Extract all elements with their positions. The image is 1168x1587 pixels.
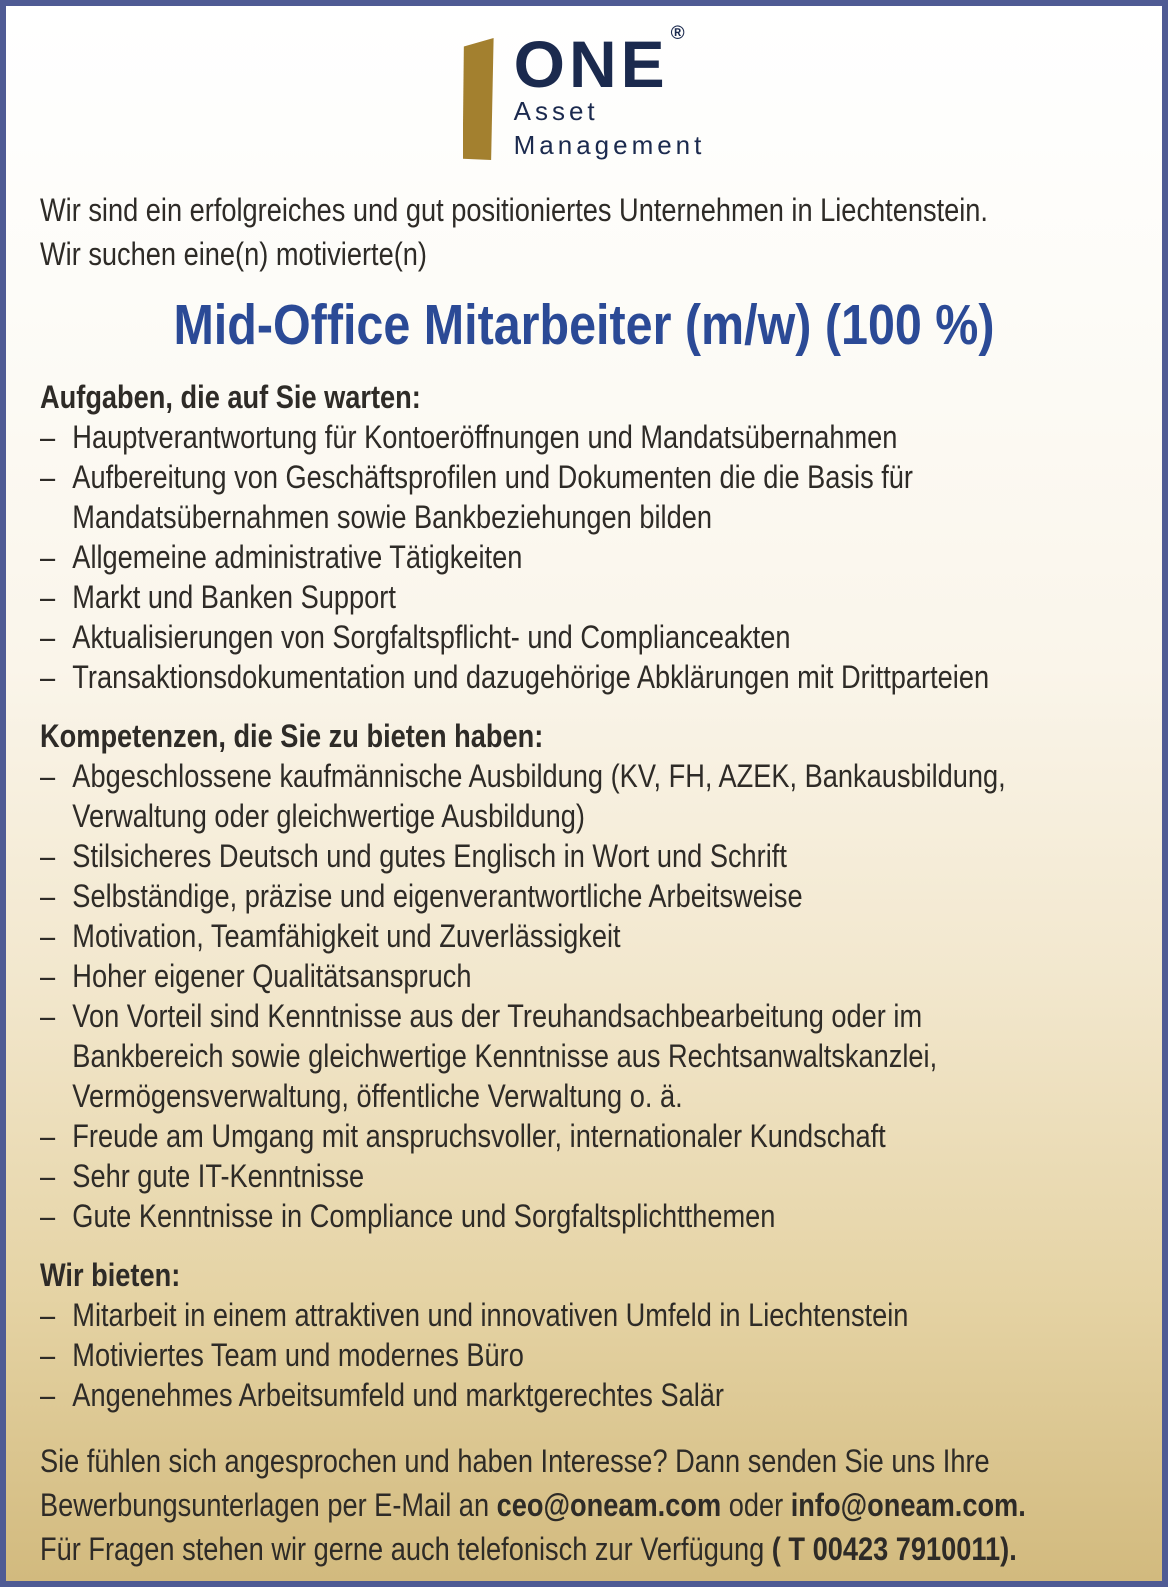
item-line: Bankbereich sowie gleichwertige Kenntnisse aus Rechtsanwaltskanzlei, (72, 1038, 938, 1074)
dash-bullet: – (40, 579, 56, 615)
item-line: Allgemeine administrative Tätigkeiten (72, 539, 523, 575)
closing-paragraph (40, 1439, 1128, 1571)
item-lines (72, 1156, 965, 1196)
dash-bullet: – (40, 1297, 56, 1333)
item-line: Hoher eigener Qualitätsanspruch (72, 958, 472, 994)
item-line: Verwaltung oder gleichwertige Ausbildung) (72, 798, 585, 834)
section-heading: Wir bieten: (40, 1257, 181, 1293)
item-lines (72, 756, 1006, 836)
dash-bullet: – (40, 758, 56, 794)
logo-subtitle-line2: Management (513, 130, 706, 160)
item-line: Aktualisierungen von Sorgfaltspflicht- und Complianceakten (72, 619, 791, 655)
list-item (40, 956, 965, 996)
list-item (40, 1196, 965, 1236)
list-item (40, 756, 1006, 836)
item-line: Vermögensverwaltung, öffentliche Verwaltung o. ä. (72, 1078, 683, 1114)
closing-line (40, 1483, 1026, 1527)
item-line: Motivation, Teamfähigkeit und Zuverlässigkeit (72, 918, 621, 954)
list-item (40, 577, 965, 617)
list-item (40, 836, 965, 876)
email-info: info@oneam.com. (790, 1487, 1026, 1523)
item-line: Von Vorteil sind Kenntnisse aus der Treuhandsachbearbeitung oder im (72, 998, 923, 1034)
intro-line-1: Wir sind ein erfolgreiches und gut positioniertes Unternehmen in Liechtenstein. (40, 192, 988, 228)
item-line: Gute Kenntnisse in Compliance und Sorgfaltsplichtthemen (72, 1198, 776, 1234)
item-lines (72, 1196, 965, 1236)
item-lines (72, 996, 965, 1116)
dash-bullet: – (40, 659, 56, 695)
item-line: Motiviertes Team und modernes Büro (72, 1337, 524, 1373)
dash-bullet: – (40, 1158, 56, 1194)
dash-bullet: – (40, 459, 56, 495)
item-lines (72, 577, 965, 617)
list-item (40, 537, 965, 577)
item-line: Abgeschlossene kaufmännische Ausbildung (KV, FH, AZEK, Bankausbildung, (72, 758, 1006, 794)
list-item (40, 996, 965, 1116)
logo-text (513, 23, 706, 162)
item-lines (72, 1335, 965, 1375)
list-item (40, 617, 965, 657)
dash-bullet: – (40, 619, 56, 655)
closing-text: Sie fühlen sich angesprochen und haben Interesse? Dann senden Sie uns Ihre (40, 1443, 990, 1479)
dash-bullet: – (40, 419, 56, 455)
list-item (40, 657, 990, 697)
item-lines (72, 1375, 965, 1415)
sections-container (40, 377, 1128, 1415)
item-lines (72, 836, 965, 876)
logo-gold-bar-icon (463, 38, 494, 160)
item-line: Angenehmes Arbeitsumfeld und marktgerechtes Salär (72, 1377, 724, 1413)
intro-line-2: Wir suchen eine(n) motivierte(n) (40, 236, 427, 272)
item-lines (72, 1116, 965, 1156)
item-lines (72, 876, 965, 916)
list-item (40, 1116, 965, 1156)
section-heading: Kompetenzen, die Sie zu bieten haben: (40, 718, 544, 754)
registered-trademark-icon: ® (670, 23, 685, 44)
dash-bullet: – (40, 1198, 56, 1234)
item-line: Stilsicheres Deutsch und gutes Englisch in Wort und Schrift (72, 838, 787, 874)
dash-bullet: – (40, 1377, 56, 1413)
job-title (40, 292, 1128, 358)
closing-line (40, 1527, 1017, 1571)
item-lines (72, 417, 965, 457)
closing-text: Für Fragen stehen wir gerne auch telefonisch zur Verfügung (40, 1531, 772, 1567)
item-line: Mitarbeit in einem attraktiven und innovativen Umfeld in Liechtenstein (72, 1297, 909, 1333)
list-item (40, 417, 965, 457)
list-item (40, 876, 965, 916)
section (40, 1255, 1128, 1415)
intro-paragraph (40, 188, 1128, 276)
item-lines (72, 1295, 965, 1335)
phone-number: ( T 00423 7910011). (771, 1531, 1017, 1567)
dash-bullet: – (40, 998, 56, 1034)
section (40, 716, 1128, 1236)
item-lines (72, 956, 965, 996)
logo-brand-text: ONE (513, 27, 669, 101)
list-item (40, 1375, 965, 1415)
one-asset-management-logo (463, 23, 706, 162)
item-line: Freude am Umgang mit anspruchsvoller, internationaler Kundschaft (72, 1118, 886, 1154)
closing-text: Bewerbungsunterlagen per E-Mail an (40, 1487, 497, 1523)
list-item (40, 916, 965, 956)
item-lines (72, 657, 990, 697)
item-line: Selbständige, präzise und eigenverantwortliche Arbeitsweise (72, 878, 803, 914)
item-lines (72, 617, 965, 657)
dash-bullet: – (40, 878, 56, 914)
item-line: Mandatsübernahmen sowie Bankbeziehungen bilden (72, 499, 712, 535)
list-item (40, 1335, 965, 1375)
logo-subtitle-line1: Asset (513, 96, 599, 126)
dash-bullet: – (40, 1118, 56, 1154)
item-line: Markt und Banken Support (72, 579, 396, 615)
dash-bullet: – (40, 838, 56, 874)
item-line: Transaktionsdokumentation und dazugehörige Abklärungen mit Drittparteien (72, 659, 990, 695)
dash-bullet: – (40, 1337, 56, 1373)
dash-bullet: – (40, 918, 56, 954)
item-line: Sehr gute IT-Kenntnisse (72, 1158, 365, 1194)
list-item (40, 1295, 965, 1335)
item-lines (72, 916, 965, 956)
dash-bullet: – (40, 539, 56, 575)
list-item (40, 457, 965, 537)
job-title-text: Mid-Office Mitarbeiter (m/w) (100 %) (173, 293, 995, 357)
closing-line (40, 1439, 990, 1483)
email-ceo: ceo@oneam.com (496, 1487, 722, 1523)
section (40, 377, 1128, 697)
section-heading: Aufgaben, die auf Sie warten: (40, 379, 421, 415)
item-line: Aufbereitung von Geschäftsprofilen und Dokumenten die die Basis für (72, 459, 913, 495)
item-line: Hauptverantwortung für Kontoeröffnungen und Mandatsübernahmen (72, 419, 898, 455)
item-lines (72, 537, 965, 577)
logo-brand-row (513, 23, 706, 101)
item-lines (72, 457, 965, 537)
dash-bullet: – (40, 958, 56, 994)
closing-text: oder (721, 1487, 791, 1523)
list-item (40, 1156, 965, 1196)
